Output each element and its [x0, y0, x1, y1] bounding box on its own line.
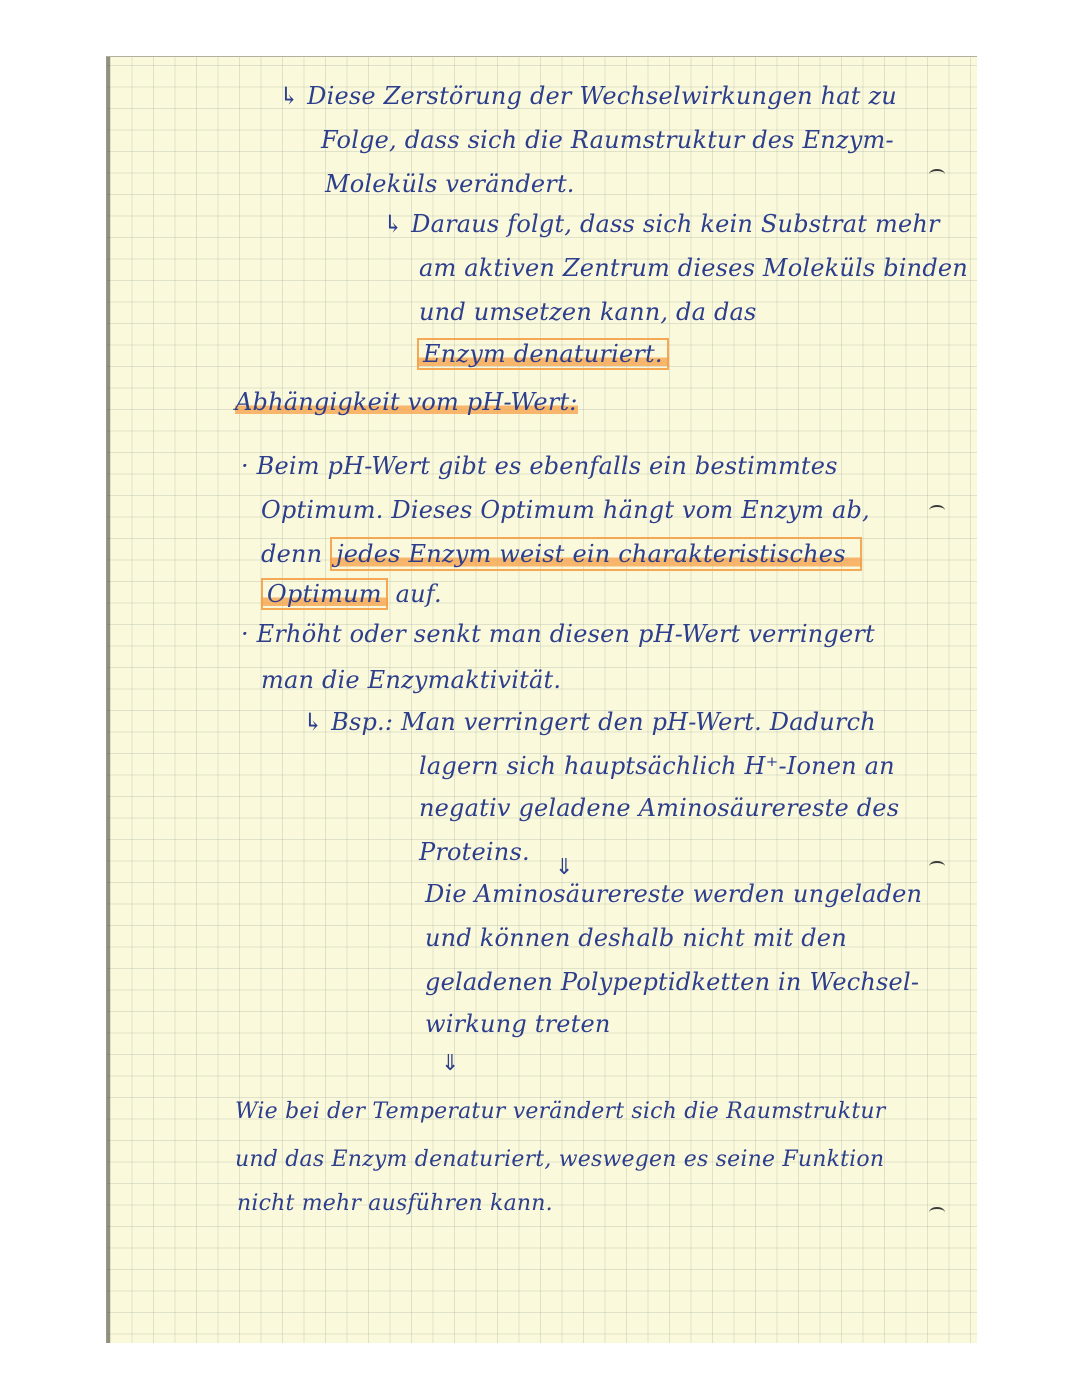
text-line: wirkung treten	[425, 1010, 611, 1038]
text-line: Folge, dass sich die Raumstruktur des Enzym-	[321, 126, 894, 154]
punch-hole-mark	[929, 861, 945, 872]
text-line	[261, 579, 442, 609]
notebook-page	[106, 56, 977, 1343]
text-line: am aktiven Zentrum dieses Moleküls binden	[419, 254, 968, 282]
highlighted-text: Optimum	[261, 578, 388, 610]
text-line: Proteins.	[419, 838, 530, 866]
text-line: und das Enzym denaturiert, weswegen es seine Funktion	[235, 1147, 885, 1172]
text-line: geladenen Polypeptidketten in Wechsel-	[425, 968, 920, 996]
text-line: negativ geladene Aminosäurereste des	[419, 794, 900, 822]
text-line: Wie bei der Temperatur verändert sich die Raumstruktur	[235, 1099, 886, 1124]
text-line	[261, 537, 862, 571]
text-line: Moleküls verändert.	[325, 170, 575, 198]
text-fragment: denn	[261, 540, 323, 568]
section-heading	[235, 387, 578, 417]
text-line: ↳ Bsp.: Man verringert den pH-Wert. Dadurch	[303, 708, 876, 736]
text-line: nicht mehr ausführen kann.	[237, 1191, 553, 1216]
text-line	[417, 339, 669, 369]
text-line: man die Enzymaktivität.	[261, 666, 562, 694]
text-line: Die Aminosäurereste werden ungeladen	[425, 880, 923, 908]
punch-hole-mark	[929, 169, 945, 180]
implies-arrow: ⇓	[555, 855, 574, 880]
text-line: ↳ Daraus folgt, dass sich kein Substrat mehr	[383, 210, 940, 238]
text-line: Optimum. Dieses Optimum hängt vom Enzym ab,	[261, 496, 870, 524]
text-line: · Erhöht oder senkt man diesen pH-Wert verringert	[241, 620, 875, 648]
highlighted-text: jedes Enzym weist ein charakteristisches	[330, 537, 862, 571]
highlighted-text: Enzym denaturiert.	[417, 338, 669, 370]
text-fragment: auf.	[395, 580, 442, 608]
text-line: ↳ Diese Zerstörung der Wechselwirkungen hat zu	[279, 82, 897, 110]
punch-hole-mark	[929, 505, 945, 516]
text-line: lagern sich hauptsächlich H⁺-Ionen an	[419, 752, 895, 780]
text-line: und umsetzen kann, da das	[419, 298, 757, 326]
implies-arrow: ⇓	[441, 1051, 460, 1076]
text-line: · Beim pH-Wert gibt es ebenfalls ein bestimmtes	[241, 452, 838, 480]
highlighted-heading: Abhängigkeit vom pH-Wert:	[235, 388, 578, 416]
text-line: und können deshalb nicht mit den	[425, 924, 847, 952]
punch-hole-mark	[929, 1207, 945, 1218]
